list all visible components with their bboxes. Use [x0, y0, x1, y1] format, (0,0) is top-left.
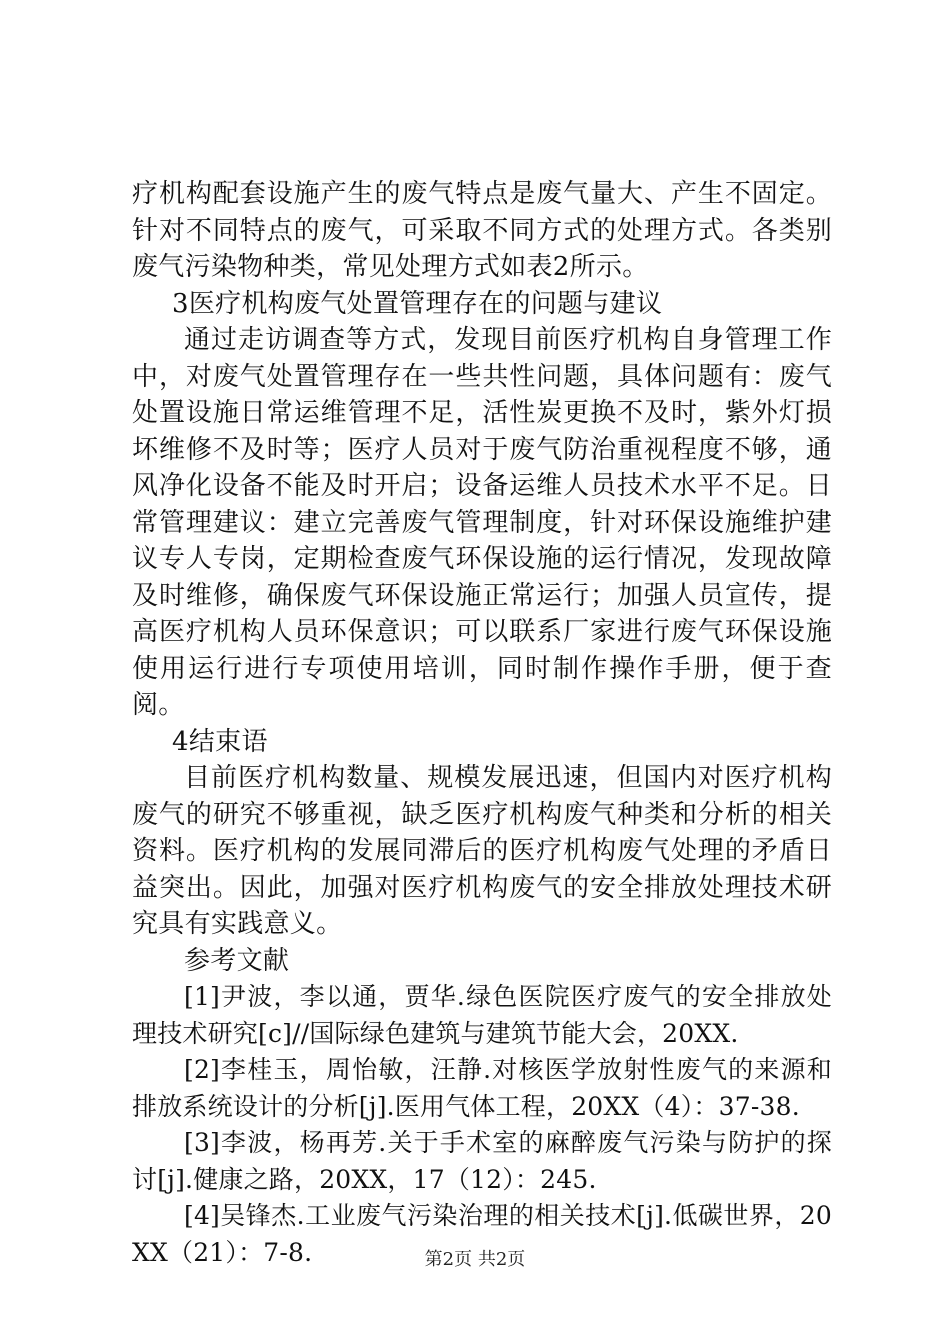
reference-item: [2]李桂玉，周怡敏，汪静.对核医学放射性废气的来源和排放系统设计的分析[j].医用气体工程，20XX（4）：37-38. [132, 1055, 832, 1121]
reference-item: [3]李波，杨再芳.关于手术室的麻醉废气污染与防护的探讨[j].健康之路，20XX，17（12）：245. [132, 1128, 832, 1194]
page-footer: 第2页 共2页 [424, 1249, 526, 1270]
section-heading-4: 4结束语 [172, 726, 268, 757]
reference-item: [4]吴锋杰.工业废气污染治理的相关技术[j].低碳世界，20XX（21）：7-8. [132, 1201, 832, 1267]
paragraph-conclusion: 目前医疗机构数量、规模发展迅速，但国内对医疗机构废气的研究不够重视，缺乏医疗机构废气种类和分析的相关资料。医疗机构的发展同滞后的医疗机构废气处理的矛盾日益突出。因此，加强对医疗机构废气的安全排放处理技术研究具有实践意义。 [132, 763, 832, 939]
paragraph-continuation: 疗机构配套设施产生的废气特点是废气量大、产生不固定。针对不同特点的废气，可采取不同方式的处理方式。各类别废气污染物种类，常见处理方式如表2所示。 [132, 179, 832, 282]
document-body [132, 176, 832, 1271]
paragraph-problems: 通过走访调查等方式，发现目前医疗机构自身管理工作中，对废气处置管理存在一些共性问题，具体问题有：废气处置设施日常运维管理不足，活性炭更换不及时，紫外灯损坏维修不及时等；医疗人员对于废气防治重视程度不够，通风净化设备不能及时开启；设备运维人员技术水平不足。日常管理建议：建立完善废气管理制度，针对环保设施维护建议专人专岗，定期检查废气环保设施的运行情况，发现故障及时维修，确保废气环保设施正常运行；加强人员宣传，提高医疗机构人员环保意识；可以联系厂家进行废气环保设施使用运行进行专项使用培训，同时制作操作手册，便于查阅。 [132, 325, 832, 720]
references-heading: 参考文献 [184, 945, 290, 976]
reference-item: [1]尹波，李以通，贾华.绿色医院医疗废气的安全排放处理技术研究[c]//国际绿色建筑与建筑节能大会，20XX. [132, 982, 832, 1048]
section-heading-3: 3医疗机构废气处置管理存在的问题与建议 [172, 288, 663, 319]
